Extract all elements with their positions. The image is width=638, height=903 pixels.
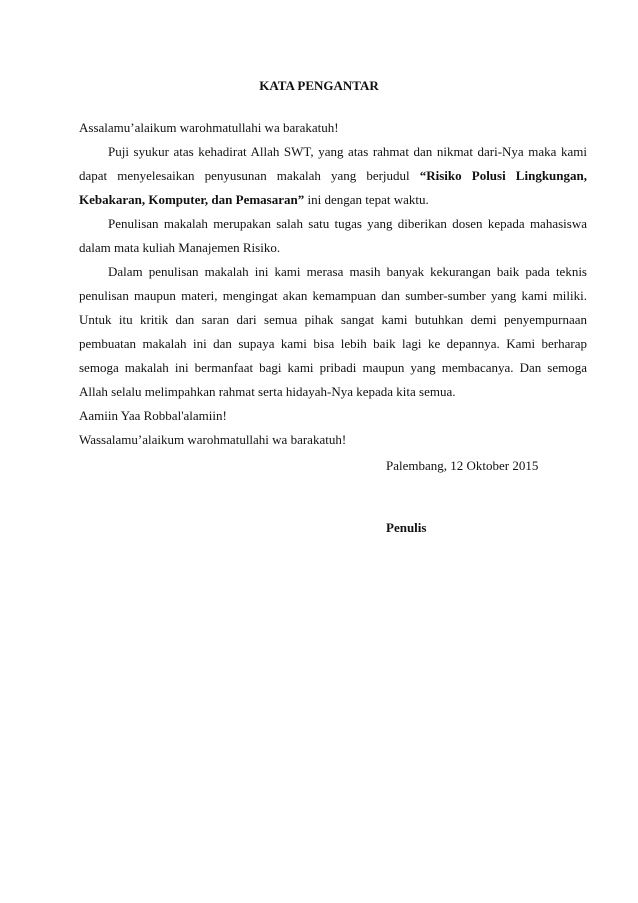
document-body	[79, 116, 587, 452]
paragraph-gratitude-text-start: Puji syukur atas kehadirat Allah SWT, yang atas rahmat dan nikmat dari-Nya maka kami dapat menyelesaikan penyusunan makalah yang berjudul	[79, 144, 587, 183]
closing-greeting: Wassalamu’alaikum warohmatullahi wa barakatuh!	[79, 432, 347, 447]
paragraph-gratitude	[79, 140, 587, 212]
paragraph-gratitude-text-end: ini dengan tepat waktu.	[304, 192, 429, 207]
closing-prayer: Aamiin Yaa Robbal'alamiin!	[79, 408, 227, 423]
paragraph-assignment: Penulisan makalah merupakan salah satu tugas yang diberikan dosen kepada mahasiswa dalam mata kuliah Manajemen Risiko.	[79, 216, 587, 255]
author-signature: Penulis	[386, 520, 427, 535]
paper-title-bold: “Risiko Polusi Lingkungan, Kebakaran, Komputer, dan Pemasaran”	[79, 168, 587, 207]
paragraph-shortcomings: Dalam penulisan makalah ini kami merasa masih banyak kekurangan baik pada teknis penulisan maupun materi, mengingat akan kemampuan dan sumber-sumber yang kami miliki. Untuk itu kritik dan saran dari semua pihak sangat kami butuhkan demi penyempurnaan pembuatan makalah ini dan supaya kami bisa lebih baik lagi ke depannya. Kami berharap semoga makalah ini bermanfaat bagi kami pribadi maupun yang membacanya. Dan semoga Allah selalu melimpahkan rahmat serta hidayah-Nya kepada kita semua.	[79, 264, 587, 399]
page-title: KATA PENGANTAR	[259, 78, 379, 93]
opening-greeting: Assalamu’alaikum warohmatullahi wa barakatuh!	[79, 120, 339, 135]
place-and-date: Palembang, 12 Oktober 2015	[386, 458, 539, 473]
